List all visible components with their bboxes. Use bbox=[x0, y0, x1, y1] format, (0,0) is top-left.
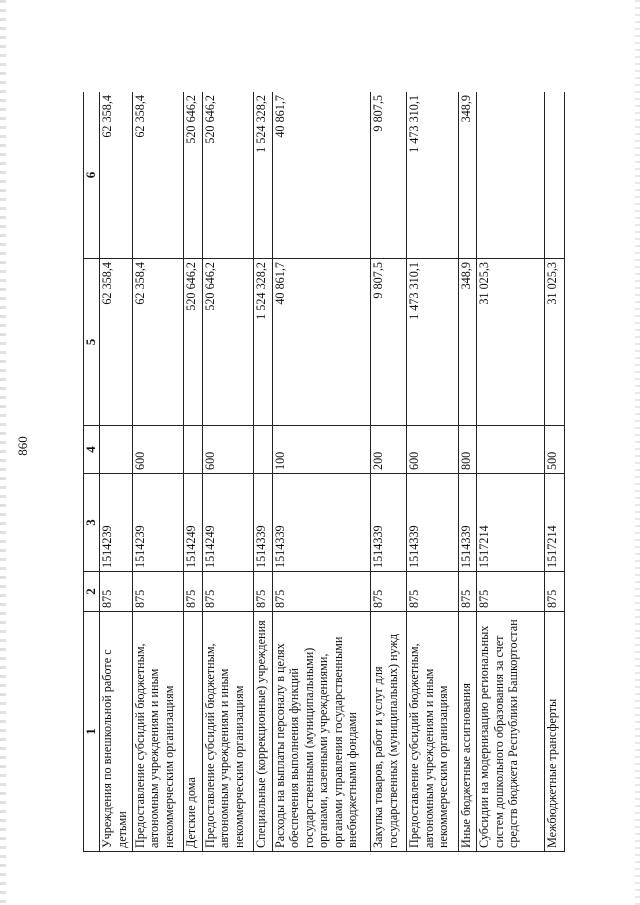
cell-amount: 520 646,2 bbox=[184, 259, 203, 426]
cell-amount: 31 025,3 bbox=[545, 259, 565, 426]
cell-amount-total: 40 861,7 bbox=[272, 92, 370, 259]
row-name: Межбюджетные трансферты bbox=[545, 612, 565, 852]
column-header: 2 bbox=[84, 572, 100, 612]
cell-amount-total bbox=[477, 92, 545, 259]
cell-expense-type: 600 bbox=[407, 426, 458, 474]
cell-section: 875 bbox=[202, 572, 253, 612]
row-name: Расходы на выплаты персоналу в целях обеспечения выполнения функций государственными (муниципальными) органами, казенными учреждениями, органами управления государственными внебюджетными фондами bbox=[272, 612, 370, 852]
cell-section: 875 bbox=[132, 572, 183, 612]
cell-target-article: 1514239 bbox=[100, 474, 133, 572]
cell-section: 875 bbox=[254, 572, 273, 612]
table-row bbox=[132, 92, 183, 852]
cell-expense-type bbox=[477, 426, 545, 474]
table-row bbox=[184, 92, 203, 852]
cell-expense-type bbox=[100, 426, 133, 474]
table-row bbox=[202, 92, 253, 852]
table-row bbox=[545, 92, 565, 852]
budget-table-wrapper bbox=[83, 92, 565, 852]
table-row bbox=[254, 92, 273, 852]
cell-section: 875 bbox=[407, 572, 458, 612]
cell-section: 875 bbox=[458, 572, 477, 612]
cell-amount: 1 524 328,2 bbox=[254, 259, 273, 426]
table-row bbox=[371, 92, 407, 852]
cell-target-article: 1514249 bbox=[184, 474, 203, 572]
cell-section: 875 bbox=[100, 572, 133, 612]
cell-target-article: 1517214 bbox=[545, 474, 565, 572]
cell-amount-total: 348,9 bbox=[458, 92, 477, 259]
column-header: 5 bbox=[84, 259, 100, 426]
column-header: 3 bbox=[84, 474, 100, 572]
cell-target-article: 1514339 bbox=[371, 474, 407, 572]
cell-expense-type bbox=[184, 426, 203, 474]
cell-expense-type bbox=[254, 426, 273, 474]
row-name: Иные бюджетные ассигнования bbox=[458, 612, 477, 852]
cell-target-article: 1514339 bbox=[407, 474, 458, 572]
budget-table bbox=[83, 92, 565, 852]
table-row bbox=[100, 92, 133, 852]
column-header: 6 bbox=[84, 92, 100, 259]
cell-expense-type: 800 bbox=[458, 426, 477, 474]
cell-target-article: 1514339 bbox=[254, 474, 273, 572]
column-header: 4 bbox=[84, 426, 100, 474]
cell-expense-type: 200 bbox=[371, 426, 407, 474]
cell-expense-type: 600 bbox=[202, 426, 253, 474]
cell-expense-type: 100 bbox=[272, 426, 370, 474]
cell-amount-total: 9 807,5 bbox=[371, 92, 407, 259]
cell-target-article: 1514249 bbox=[202, 474, 253, 572]
cell-amount: 9 807,5 bbox=[371, 259, 407, 426]
row-name: Учреждения по внешкольной работе с детьми bbox=[100, 612, 133, 852]
cell-target-article: 1517214 bbox=[477, 474, 545, 572]
cell-amount: 62 358,4 bbox=[132, 259, 183, 426]
cell-amount-total: 520 646,2 bbox=[184, 92, 203, 259]
budget-table-rotated bbox=[83, 92, 565, 852]
row-name: Субсидии на модернизацию региональных систем дошкольного образования за счет средств бюджета Республики Башкортостан bbox=[477, 612, 545, 852]
cell-amount: 62 358,4 bbox=[100, 259, 133, 426]
row-name: Закупка товаров, работ и услуг для государственных (муниципальных) нужд bbox=[371, 612, 407, 852]
cell-target-article: 1514339 bbox=[272, 474, 370, 572]
table-row bbox=[272, 92, 370, 852]
table-row bbox=[407, 92, 458, 852]
cell-section: 875 bbox=[477, 572, 545, 612]
cell-amount: 40 861,7 bbox=[272, 259, 370, 426]
row-name: Специальные (коррекционные) учреждения bbox=[254, 612, 273, 852]
table-row bbox=[477, 92, 545, 852]
cell-amount-total: 62 358,4 bbox=[100, 92, 133, 259]
cell-section: 875 bbox=[371, 572, 407, 612]
cell-amount: 520 646,2 bbox=[202, 259, 253, 426]
cell-amount-total: 1 524 328,2 bbox=[254, 92, 273, 259]
row-name: Детские дома bbox=[184, 612, 203, 852]
row-name: Предоставление субсидий бюджетным, автономным учреждениям и иным некоммерческим организациям bbox=[202, 612, 253, 852]
cell-section: 875 bbox=[272, 572, 370, 612]
cell-expense-type: 600 bbox=[132, 426, 183, 474]
cell-section: 875 bbox=[545, 572, 565, 612]
cell-amount-total: 520 646,2 bbox=[202, 92, 253, 259]
page-number: 860 bbox=[15, 436, 30, 456]
table-row bbox=[458, 92, 477, 852]
column-header: 1 bbox=[84, 612, 100, 852]
cell-amount-total: 62 358,4 bbox=[132, 92, 183, 259]
cell-target-article: 1514339 bbox=[458, 474, 477, 572]
table-header-row bbox=[84, 92, 100, 852]
row-name: Предоставление субсидий бюджетным, автономным учреждениям и иным некоммерческим организациям bbox=[407, 612, 458, 852]
cell-amount: 348,9 bbox=[458, 259, 477, 426]
cell-section: 875 bbox=[184, 572, 203, 612]
cell-amount: 1 473 310,1 bbox=[407, 259, 458, 426]
cell-target-article: 1514239 bbox=[132, 474, 183, 572]
cell-amount-total bbox=[545, 92, 565, 259]
cell-expense-type: 500 bbox=[545, 426, 565, 474]
cell-amount-total: 1 473 310,1 bbox=[407, 92, 458, 259]
cell-amount: 31 025,3 bbox=[477, 259, 545, 426]
row-name: Предоставление субсидий бюджетным, автономным учреждениям и иным некоммерческим организациям bbox=[132, 612, 183, 852]
